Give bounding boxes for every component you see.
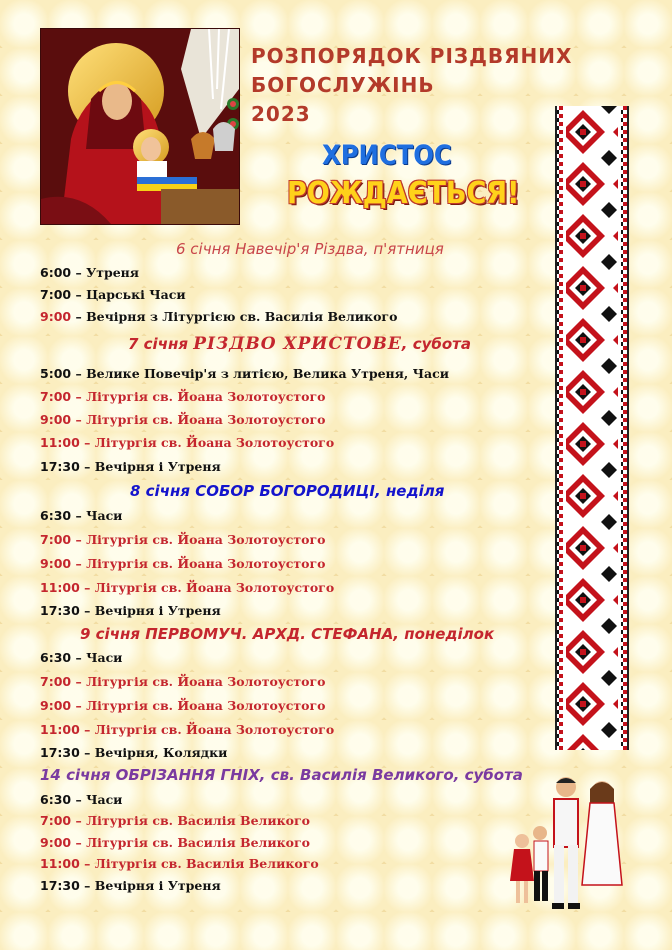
service-item: [40, 745, 227, 760]
service-time: 9:00: [40, 309, 72, 324]
service-item: [40, 532, 325, 547]
service-separator: –: [79, 580, 95, 595]
service-separator: –: [79, 603, 95, 618]
service-name: Літургія св. Йоана Золотоустого: [94, 435, 335, 450]
service-separator: –: [71, 532, 87, 547]
day-heading-prefix: 9 січня ПЕРВОМУЧ. АРХД. СТЕФАНА, понеділок: [80, 625, 495, 643]
day-heading-prefix: 6 січня Навечір'я Різдва, п'ятниця: [176, 240, 444, 258]
service-name: Літургія св. Василія Великого: [86, 835, 311, 850]
service-separator: –: [79, 722, 95, 737]
service-time: 11:00: [40, 722, 80, 737]
service-name: Вечірня і Утреня: [94, 603, 221, 618]
service-separator: –: [71, 674, 87, 689]
nativity-icon-image: [40, 28, 240, 225]
service-separator: –: [71, 508, 87, 523]
service-item: [40, 835, 310, 850]
service-time: 7:00: [40, 287, 72, 302]
service-name: Вечірня і Утреня: [94, 459, 221, 474]
service-time: 9:00: [40, 556, 72, 571]
service-separator: –: [71, 265, 87, 280]
service-item: [40, 435, 334, 450]
service-separator: –: [79, 745, 95, 760]
service-item: [40, 722, 334, 737]
service-separator: –: [71, 412, 87, 427]
service-name: Літургія св. Василія Великого: [86, 813, 311, 828]
day-heading: [80, 625, 494, 643]
service-time: 17:30: [40, 878, 80, 893]
service-separator: –: [71, 309, 87, 324]
service-time: 7:00: [40, 389, 72, 404]
title-line-3: 2023: [251, 102, 311, 126]
service-name: Вечірня, Колядки: [94, 745, 228, 760]
service-name: Літургія св. Йоана Золотоустого: [94, 580, 335, 595]
day-heading-prefix: 8 січня СОБОР БОГОРОДИЦІ, неділя: [130, 482, 445, 500]
service-name: Велике Повечір'я з литією, Велика Утреня, Часи: [86, 366, 450, 381]
service-name: Літургія св. Йоана Золотоустого: [86, 412, 326, 427]
day-heading-feast: РІЗДВО ХРИСТОВЕ: [193, 334, 402, 354]
service-name: Літургія св. Василія Великого: [94, 856, 319, 871]
embroidery-ribbon: [555, 106, 629, 750]
day-heading: [40, 766, 523, 784]
service-name: Часи: [86, 792, 123, 807]
service-item: [40, 813, 310, 828]
service-item: [40, 580, 334, 595]
service-separator: –: [79, 459, 95, 474]
service-item: [40, 366, 449, 381]
service-name: Часи: [86, 508, 123, 523]
service-name: Вечірня і Утреня: [94, 878, 221, 893]
service-time: 6:30: [40, 792, 72, 807]
service-name: Вечірня з Літургією св. Василія Великого: [86, 309, 398, 324]
service-time: 7:00: [40, 674, 72, 689]
service-name: Літургія св. Йоана Золотоустого: [86, 556, 326, 571]
service-separator: –: [79, 856, 95, 871]
service-time: 17:30: [40, 745, 80, 760]
service-separator: –: [71, 792, 87, 807]
service-time: 11:00: [40, 580, 80, 595]
service-time: 11:00: [40, 856, 80, 871]
service-name: Літургія св. Йоана Золотоустого: [86, 674, 326, 689]
service-separator: –: [71, 556, 87, 571]
service-separator: –: [71, 287, 87, 302]
service-name: Літургія св. Йоана Золотоустого: [86, 389, 326, 404]
service-separator: –: [79, 435, 95, 450]
service-separator: –: [71, 835, 87, 850]
day-heading: [176, 240, 444, 258]
service-separator: –: [71, 650, 87, 665]
service-item: [40, 412, 325, 427]
service-time: 17:30: [40, 603, 80, 618]
greeting-christos: ХРИСТОС: [322, 140, 452, 171]
service-item: [40, 508, 122, 523]
day-heading: [128, 334, 471, 354]
service-item: [40, 459, 221, 474]
service-time: 5:00: [40, 366, 72, 381]
service-name: Утреня: [86, 265, 140, 280]
service-time: 9:00: [40, 412, 72, 427]
day-heading-suffix: , субота: [401, 335, 471, 353]
service-time: 6:00: [40, 265, 72, 280]
service-item: [40, 603, 221, 618]
service-time: 7:00: [40, 532, 72, 547]
day-heading: [130, 482, 444, 500]
service-separator: –: [79, 878, 95, 893]
service-time: 7:00: [40, 813, 72, 828]
service-separator: –: [71, 389, 87, 404]
service-item: [40, 856, 319, 871]
service-time: 6:30: [40, 650, 72, 665]
service-separator: –: [71, 366, 87, 381]
service-separator: –: [71, 698, 87, 713]
service-item: [40, 389, 325, 404]
service-item: [40, 265, 139, 280]
service-time: 9:00: [40, 835, 72, 850]
family-illustration: [510, 775, 632, 925]
title-line-1: РОЗПОРЯДОК РІЗДВЯНИХ: [251, 44, 573, 68]
service-item: [40, 309, 397, 324]
service-separator: –: [71, 813, 87, 828]
service-name: Літургія св. Йоана Золотоустого: [86, 698, 326, 713]
service-item: [40, 698, 325, 713]
service-name: Часи: [86, 650, 123, 665]
service-item: [40, 674, 325, 689]
service-item: [40, 878, 221, 893]
service-item: [40, 556, 325, 571]
service-time: 17:30: [40, 459, 80, 474]
service-name: Літургія св. Йоана Золотоустого: [86, 532, 326, 547]
service-time: 11:00: [40, 435, 80, 450]
service-item: [40, 792, 122, 807]
page-title: [251, 42, 591, 129]
service-name: Літургія св. Йоана Золотоустого: [94, 722, 335, 737]
service-item: [40, 650, 122, 665]
service-name: Царські Часи: [86, 287, 186, 302]
service-time: 6:30: [40, 508, 72, 523]
service-time: 9:00: [40, 698, 72, 713]
day-heading-prefix: 7 січня: [128, 335, 194, 353]
day-heading-prefix: 14 січня ОБРІЗАННЯ ГНІХ, св. Василія Великого, субота: [40, 766, 523, 784]
service-item: [40, 287, 186, 302]
greeting-rozhdaetsia: РОЖДАЄТЬСЯ!: [287, 176, 520, 211]
title-line-2: БОГОСЛУЖІНЬ: [251, 73, 435, 97]
